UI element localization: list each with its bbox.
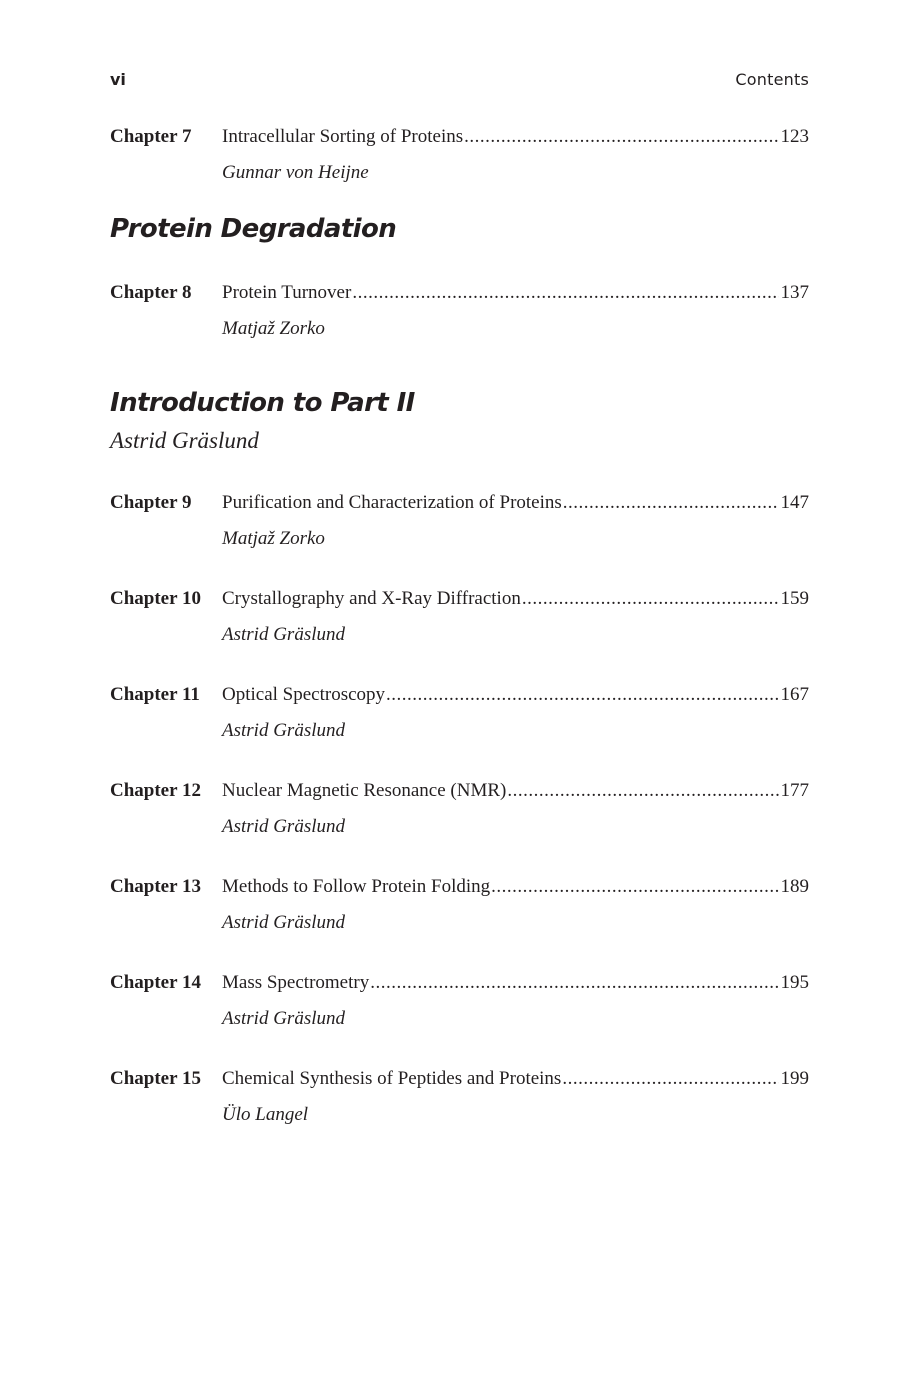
chapter-author: Astrid Gräslund [222,720,345,741]
chapter-label: Chapter 10 [110,588,201,609]
chapter-label: Chapter 7 [110,126,192,147]
toc-entry-line [110,970,809,996]
chapter-title[interactable]: Nuclear Magnetic Resonance (NMR) [222,780,507,801]
toc-entry-line [110,490,809,516]
toc-entry-line [110,1066,809,1092]
dot-leader [491,874,778,900]
chapter-label: Chapter 11 [110,684,200,705]
toc-entry-line [110,682,809,708]
chapter-label: Chapter 14 [110,972,201,993]
chapter-title[interactable]: Chemical Synthesis of Peptides and Proteins [222,1068,562,1089]
chapter-label: Chapter 8 [110,282,192,303]
page-number[interactable]: 199 [780,1068,809,1089]
chapter-label: Chapter 13 [110,876,201,897]
toc-entry-chapter-10[interactable] [110,586,809,648]
page-number[interactable]: 167 [780,684,809,705]
dot-leader [386,682,778,708]
chapter-label: Chapter 12 [110,780,201,801]
section-author: Astrid Gräslund [110,428,259,453]
chapter-author: Matjaž Zorko [222,528,325,549]
page-number[interactable]: 195 [780,972,809,993]
dot-leader [522,586,779,612]
page-number[interactable]: 147 [780,492,809,513]
toc-entry-chapter-13[interactable] [110,874,809,936]
chapter-author: Gunnar von Heijne [222,162,369,183]
chapter-title[interactable]: Purification and Characterization of Proteins [222,492,562,513]
dot-leader [464,124,778,150]
toc-entry-line [110,586,809,612]
chapter-label: Chapter 15 [110,1068,201,1089]
page-number[interactable]: 189 [780,876,809,897]
running-header [110,70,809,94]
dot-leader [563,490,779,516]
toc-entry-line [110,280,809,306]
chapter-title[interactable]: Methods to Follow Protein Folding [222,876,491,897]
page-folio: vi [110,70,126,89]
toc-entry-chapter-9[interactable] [110,490,809,552]
page-number[interactable]: 137 [780,282,809,303]
page-number[interactable]: 159 [780,588,809,609]
toc-entry-chapter-12[interactable] [110,778,809,840]
page-number[interactable]: 177 [780,780,809,801]
toc-entry-chapter-7[interactable] [110,124,809,186]
chapter-author: Ülo Langel [222,1104,309,1125]
chapter-label: Chapter 9 [110,492,192,513]
chapter-title[interactable]: Mass Spectrometry [222,972,370,993]
dot-leader [370,970,778,996]
running-title: Contents [735,70,809,89]
chapter-title[interactable]: Optical Spectroscopy [222,684,386,705]
toc-entry-chapter-11[interactable] [110,682,809,744]
toc-entry-chapter-8[interactable] [110,280,809,342]
chapter-author: Astrid Gräslund [222,912,345,933]
toc-entry-line [110,124,809,150]
toc-entry-chapter-14[interactable] [110,970,809,1032]
toc-entry-line [110,874,809,900]
chapter-author: Matjaž Zorko [222,318,325,339]
chapter-author: Astrid Gräslund [222,816,345,837]
section-heading-protein-degradation: Protein Degradation [110,214,397,244]
chapter-title[interactable]: Protein Turnover [222,282,352,303]
dot-leader [562,1066,778,1092]
page-number[interactable]: 123 [780,126,809,147]
dot-leader [507,778,778,804]
chapter-author: Astrid Gräslund [222,624,345,645]
dot-leader [352,280,778,306]
toc-entry-chapter-15[interactable] [110,1066,809,1128]
chapter-title[interactable]: Intracellular Sorting of Proteins [222,126,464,147]
chapter-author: Astrid Gräslund [222,1008,345,1029]
chapter-title[interactable]: Crystallography and X-Ray Diffraction [222,588,521,609]
section-heading-introduction-part-2: Introduction to Part II [110,388,415,418]
toc-entry-line [110,778,809,804]
